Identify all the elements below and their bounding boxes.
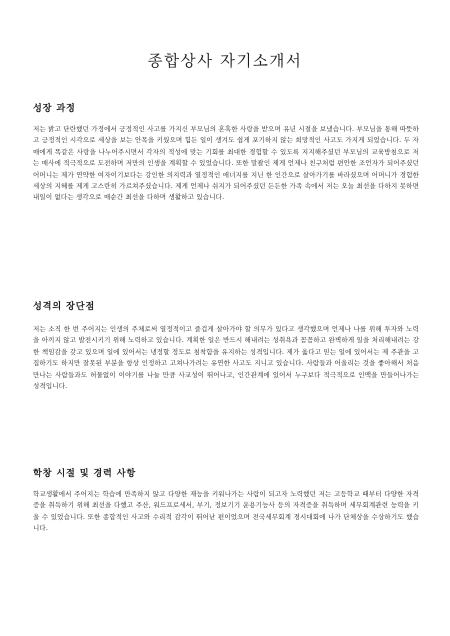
- section-body-personality: 저는 소직 한 번 주어지는 인생의 주체로써 열정적이고 즐겁게 살아가야 할 의무가 있다고 생각했으며 언제나 나를 위해 투자와 노력을 아끼지 않고 발전시키기 위해 노력하고 있습니다. 계획한 일은 반드시 해내려는 성취욕과 꼼꼼하고 완벽하게 일을 처리해내려는 강한 책임감을 갖고 있으며 일에 있어서는 냉정할 정도로 침착함을 유지하는 성격입니다. 제가 옳다고 믿는 일에 있어서는 제 주관을 고집하기도 하지만 잘못된 부분을 항상 인정하고 고쳐나가려는 유연한 사고도 지니고 있습니다. 사람들과 어울리는 것을 좋아해서 처음 만나는 사람들과도 허물없이 이야기를 나눌 만큼 사교성이 뛰어나고, 인간관계에 있어서 누구보다 적극적으로 인맥을 만들어나가는 성격입니다.: [33, 325, 419, 391]
- document-title: 종합상사 자기소개서: [147, 52, 303, 70]
- section-heading-personality: 성격의 장단점: [33, 301, 96, 312]
- section-body-growth: 저는 밝고 단란했던 가정에서 긍정적인 사고를 가지신 부모님의 혼혹한 사랑을 받으며 유년 시절을 보냈습니다. 부모님을 통해 따뜻하고 긍정적인 시각으로 세상을 보는 안목을 키웠으며 힘든 일이 생겨도 쉽게 포기하지 않는 희망적인 사고도 가지게 되었습니다. 두 자매에게 똑같은 사랑을 나누어주시면서 각자의 적성에 맞는 기회를 최대한 경험할 수 있도록 지지해주셨던 부모님의 교육방침으로 저는 매사에 적극적으로 도전하며 저만의 인생을 계획할 수 있었습니다. 또한 말괄인 제게 언제나 친구처럼 편안한 조언자가 되어주셨던 어머니는 제가 연약한 여자이기보다는 강인한 의지력과 열정적인 에너지를 지닌 한 인간으로 살아가기를 바라셨으며 어머니가 경험한 세상의 지혜를 제게 고스란히 가르쳐주셨습니다. 제게 언제나 쉬지가 되어주셨던 든든한 가족 속에서 저는 오늘 최선을 다하지 못하면 내일이 없다는 생각으로 매순간 최선을 다하며 생활하고 있습니다.: [33, 125, 419, 202]
- section-heading-school-career: 학창 시절 및 경력 사항: [33, 468, 137, 479]
- section-heading-growth: 성장 과정: [33, 103, 76, 114]
- section-body-school-career: 학교생활에서 주어지는 학습에 만족하지 않고 다양한 재능을 키워나가는 사람이 되고자 노력했던 저는 고등학교 때부터 다양한 자격증을 취득하기 위해 최선을 다했고 주산, 워드프로세서, 부기, 정보기기 운용기능사 등의 자격증을 취득하며 세무회계관련 능력을 키울 수 있었습니다. 또한 종합적인 사고와 수리적 감각이 뛰어난 편이었으며 전국세무회계 경시대회에 나가 단체상을 수상하기도 했습니다.: [33, 490, 419, 533]
